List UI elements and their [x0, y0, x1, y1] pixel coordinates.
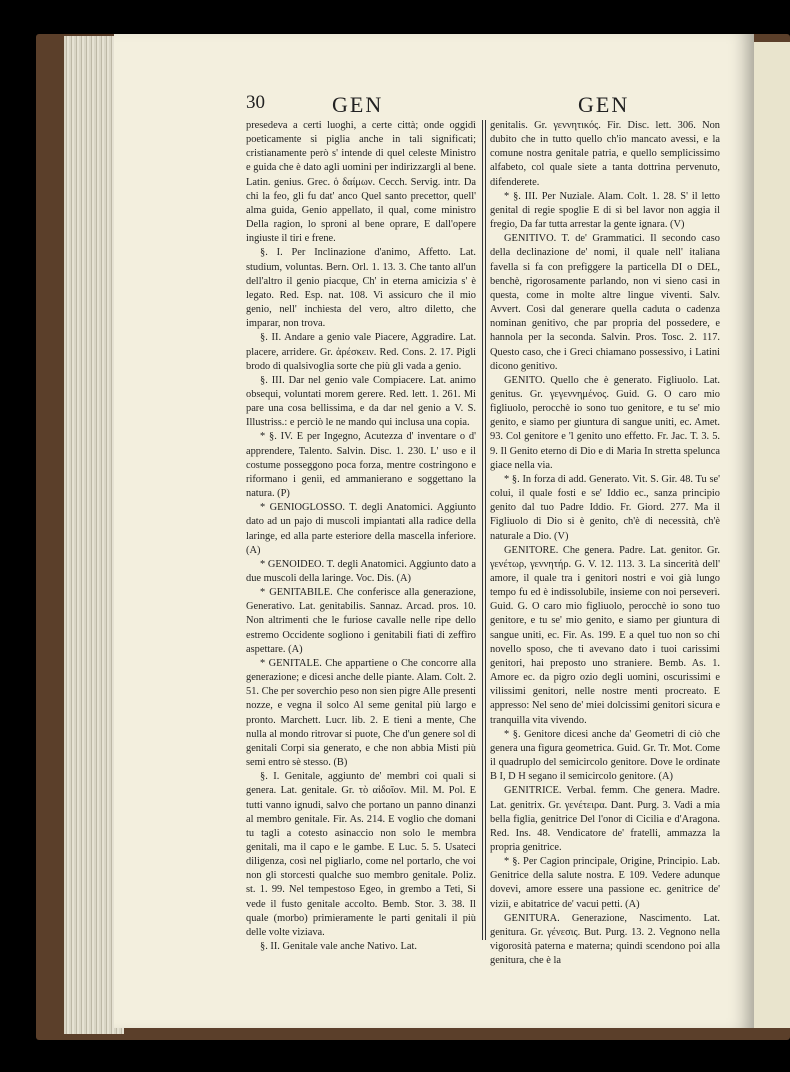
- column-divider: [482, 120, 486, 940]
- left-column: [246, 119, 476, 953]
- paragraph: §. II. Andare a genio vale Piacere, Aggradire. Lat. placere, arridere. Gr. ἀρέσκειν. Red. Cons. 2. 17. Pigli brodo di qualsivoglia sorte che più gli vada a genio.: [246, 332, 476, 372]
- paragraph: * §. Per Cagion principale, Origine, Principio. Lab. Genitrice della salute nostra. E 109. Vedere adunque dovevi, amore essere una passione ec. genitrice de' vizii, e abitatrice de' vacui petti. (A): [490, 856, 720, 910]
- header-left-word: GEN: [332, 92, 384, 117]
- paragraph: * GENITALE. Che appartiene o Che concorre alla generazione; e dicesi anche delle piante. Alam. Colt. 2. 51. Che per soverchio peso non sien pigre Alle presenti nozze, e vegna il solco Al seme genital più largo e pronto. Marchett. Lucr. lib. 2. E tieni a mente, Che nulla al mondo ritrovar si puote, Che d'un genere sol di genitali Corpi sia generato, e che non abbia Misti più semi entro sè stesso. (B): [246, 657, 476, 769]
- paragraph: §. I. Genitale, aggiunto de' membri coi quali si genera. Lat. genitale. Gr. τὸ αἰδοῖον. Mil. M. Pol. E tutti vanno ignudi, salvo che portano un panno dinanzi al membro genitale. Fir. As. 214. E voglio che domani tu tagli a cotesto asinaccio non solo le membra genitali, ma il capo e le gambe. E Luc. 5. 5. Usateci diligenza, così nel pigliarlo, come nel portarlo, che voi non gli storcesti qualche suo membro genitale. Poliz. st. 1. 99. Nel tempestoso Egeo, in grembo a Teti, Si vede il fusto genitale accolto. Bemb. Stor. 3. 38. Il quale (morbo) primieramente le parti genitali il più delle volte viziava.: [246, 771, 476, 938]
- paragraph: * §. III. Per Nuziale. Alam. Colt. 1. 28. S' il letto genital di regie spoglie E di sì bel lavor non aggia il fregio, Da far tutta arrestar la gente ignara. (V): [490, 190, 720, 231]
- page-number: 30: [246, 92, 265, 113]
- paragraph: genitalis. Gr. γεννητικός. Fir. Disc. lett. 306. Non dubito che in tutto quello ch'io mancato avessi, e la comune nostra genitale patria, e quello semplicissimo alfabeto, col quale siete a tanta dottrina pervenuto, difenderete.: [490, 120, 720, 188]
- paragraph: GENITRICE. Verbal. femm. Che genera. Madre. Lat. genitrix. Gr. γενέτειρα. Dant. Purg. 3. Vadi a mia bella figlia, genitrice Del l'onor di Cicilia e d'Aragona. Red. Ins. 48. Vendicatore de' fratelli, ammazza la propria genitrice.: [490, 785, 720, 853]
- paragraph: §. I. Per Inclinazione d'animo, Affetto. Lat. studium, voluntas. Bern. Orl. 1. 13. 3. Che tanto all'un dell'altro il genio piacque, Ch' in eterna amicizia s' è legato. Red. Esp. nat. 108. Vi assicuro che il mio genio, nell' inchiesta del vero, altro diletto, che imparar, non trova.: [246, 247, 476, 330]
- paragraph: GENITO. Quello che è generato. Figliuolo. Lat. genitus. Gr. γεγεννημένος. Guid. G. O caro mio figliuolo, perocchè io sono tuo genitore, e tu se' mio genito, e siamo per giuntura di sangue uniti, ec. Amet. 93. Col genitore e 'l genito uno effetto. Fr. Jac. T. 3. 5. 9. Il Genito eterno di Dio e di Maria In stretta spelunca giace nella via.: [490, 374, 720, 471]
- paragraph: * GENITABILE. Che conferisce alla generazione, Generativo. Lat. genitabilis. Sannaz. Arcad. pros. 10. Non altrimenti che le furiose cavalle nelle ripe dello estremo Occidente sogliono i genitabili fiati di zeffiro aspettare. (A): [246, 587, 476, 655]
- right-column: [490, 119, 720, 967]
- paragraph: §. II. Genitale vale anche Nativo. Lat.: [260, 941, 417, 953]
- paragraph: §. III. Dar nel genio vale Compiacere. Lat. animo obsequi, voluntati morem gerere. Red. lett. 1. 261. Mi pare una cosa bellissima, e da dar nel genio a V. S. Illustriss.: e perciò le ne mando qui inclusa una copia.: [246, 374, 476, 429]
- header-right-word: GEN: [578, 92, 630, 117]
- paragraph: * GENOIDEO. T. degli Anatomici. Aggiunto dato a due muscoli della laringe. Voc. Dis. (A): [246, 558, 476, 584]
- paragraph: GENITORE. Che genera. Padre. Lat. genitor. Gr. γενέτωρ, γεννητήρ. G. V. 12. 113. 3. La sincerità dell' amore, il quale tra i genitori nostri e voi già lungo tempo fu ed è indissolubile, insieme con noi perseveri. Guid. G. O caro mio figliuolo, perocchè io sono tuo genitore, e tu se' mio genito, e siamo per giuntura di sangue uniti, ec. Fir. As. 199. E a quel tuo non so chi novello sposo, che ti avevano dato i tuoi carissimi genitori, hai preposto uno straniere. Bemb. As. 1. Amore ec. da pigro ozio degli uomini, oscurissimi e vilissimi genitori, nelle nostre menti procreato. E appresso: Nel seno de' miei dolcissimi genitori sicura e tranquilla vita vivendo.: [490, 544, 720, 726]
- paragraph: * GENIOGLOSSO. T. degli Anatomici. Aggiunto dato ad un pajo di muscoli impiantati alla radice della laringe, ed alla parte esteriore della mascella inferiore. (A): [246, 502, 476, 556]
- page-header: [246, 92, 646, 118]
- paragraph: * §. IV. E per Ingegno, Acutezza d' inventare o d' apprendere, Talento. Salvin. Disc. 1. 230. L' uso e il costume posseggono poca forza, mentre costringono e riformano i genii, ed ammanierano e soggettano la natura. (P): [246, 431, 476, 500]
- paragraph: GENITURA. Generazione, Nascimento. Lat. genitura. Gr. γένεσις. But. Purg. 13. 2. Vegnono nella vigorosità paterna e materna; quindi scendono poi alla genitura, che è la: [490, 912, 720, 967]
- paragraph: * §. Genitore dicesi anche da' Geometri di ciò che genera una figura geometrica. Guid. Gr. Tr. Mot. Come il quadruplo del semicircolo genitore. Dove le ordinate B I, D H segano il semicircolo genitore. (A): [490, 728, 720, 783]
- facing-page-edge: [754, 42, 790, 1028]
- paragraph: GENITIVO. T. de' Grammatici. Il secondo caso della declinazione de' nomi, il quale nell' italiana favella si fa con prefiggere la particella DI o DEL, benchè, rigorosamente parlando, non vi sieno casi in questa, come in molte altre lingue viventi. Salv. Avvert. Così dal generare quella caduta o cadenza nominan genitivo, che par propria del possedere, e hannola per la seconda. Salvin. Pros. Tosc. 2. 117. Questo caso, che i Greci chiamano possessivo, i Latini dicono genitivo.: [490, 233, 720, 372]
- paragraph: * §. In forza di add. Generato. Vit. S. Gir. 48. Tu se' colui, il quale fosti e se' Iddio ec., sanza principio genito dal tuo Padre Iddio. Fr. Giord. 277. Ma il Figliuolo di Dio si è genito, ch'è di necessità, ch'è naturale a Dio. (V): [490, 473, 720, 542]
- paragraph: presedeva a certi luoghi, a certe città; onde oggidì poeticamente si piglia anche in tali significati; cristianamente però s' intende di quel celeste Ministro e guida che è dato agli uomini per indirizzargli al bene. Latin. genius. Grec. ὁ δαίμων. Cecch. Servig. intr. Da chi la feo, gli fu dat' anco Quel santo precettor, quell' alma guida, Genio appellato, il qual, come ministro Della ragion, lo sproni al bene oprare, E dall'opere ingiuste il tiri e frene.: [246, 120, 476, 245]
